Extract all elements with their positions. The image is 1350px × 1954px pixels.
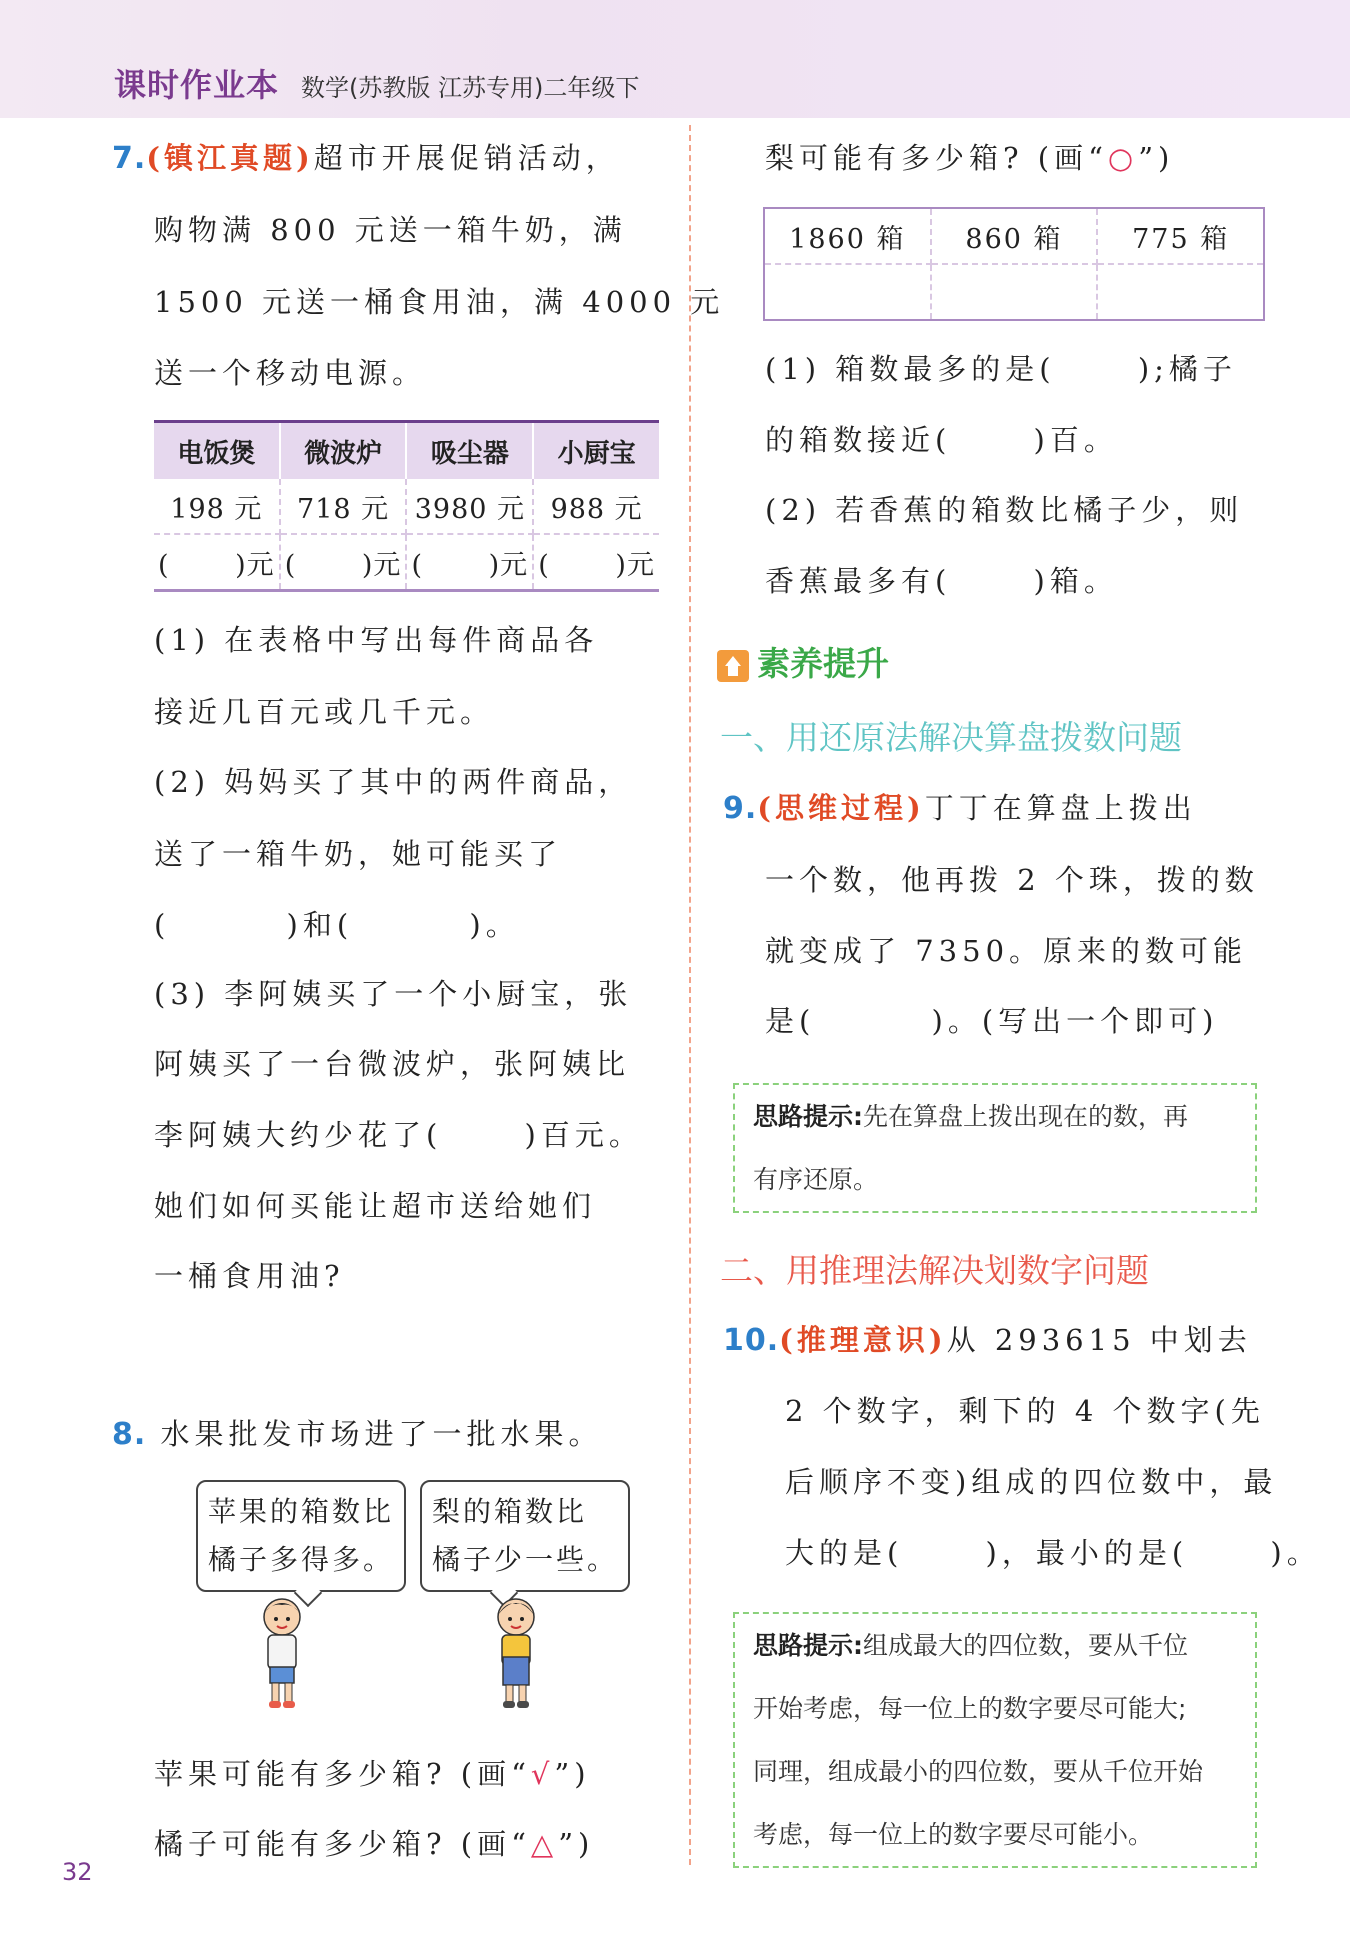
- q8-apple-line: [154, 1752, 591, 1793]
- q8-text: 水果批发市场进了一批水果。: [160, 1417, 603, 1451]
- price-cell: 988 元: [533, 479, 659, 534]
- hint-text: 先在算盘上拨出现在的数，再: [863, 1102, 1189, 1131]
- house-icon: [717, 650, 749, 682]
- q7-part2-line-1: 送了一箱牛奶，她可能买了: [154, 837, 563, 871]
- answer-blank-cell[interactable]: ( )元: [280, 534, 407, 591]
- q9-line-3[interactable]: 是( )。(写出一个即可): [765, 1004, 1219, 1038]
- price-cell: 198 元: [154, 479, 280, 534]
- mark-cell[interactable]: [1097, 264, 1264, 320]
- q10-text-0: 从 293615 中划去: [946, 1323, 1252, 1357]
- hint-text: 组成最大的四位数，要从千位: [863, 1631, 1189, 1660]
- speech-bubble-apple: [196, 1480, 406, 1592]
- table-row: [764, 208, 1264, 264]
- method-heading-2: 二、用推理法解决划数字问题: [720, 1251, 1149, 1290]
- pear-suffix: ”): [1138, 141, 1175, 175]
- hint-line: [753, 1085, 1237, 1148]
- q7-number: 7.: [112, 141, 147, 176]
- table-row: [764, 264, 1264, 320]
- q7-part2-line-0: (2) 妈妈买了其中的两件商品，: [154, 765, 633, 799]
- method-heading-1: 一、用还原法解决算盘拨数问题: [720, 718, 1182, 757]
- mark-cell[interactable]: [931, 264, 1098, 320]
- hint-line: 有序还原。: [753, 1165, 879, 1194]
- q7-part3-line-4: 一桶食用油?: [154, 1259, 345, 1293]
- table-header: 电饭煲: [154, 422, 280, 480]
- q7-part1-line-1: 接近几百元或几千元。: [154, 695, 495, 729]
- bubble-line: 梨的箱数比: [432, 1495, 588, 1528]
- page-number: 32: [62, 1858, 93, 1886]
- q9-number: 9.: [723, 791, 758, 826]
- q8-pear-line: [765, 136, 1174, 177]
- hint-line: [753, 1614, 1237, 1677]
- q7-price-table: [154, 420, 659, 592]
- boy-illustration-left: [252, 1595, 312, 1713]
- section-title: [717, 638, 889, 685]
- option-cell: 1860 箱: [764, 208, 931, 264]
- speech-bubble-pear: [420, 1480, 630, 1592]
- answer-blank-cell[interactable]: ( )元: [154, 534, 280, 591]
- boy-illustration-right: [486, 1595, 546, 1713]
- page-header: [114, 60, 639, 106]
- table-header: 吸尘器: [406, 422, 533, 480]
- q7-part3-line-2[interactable]: 李阿姨大约少花了( )百元。: [154, 1118, 643, 1152]
- q8-part2-line-1[interactable]: 香蕉最多有( )箱。: [765, 564, 1118, 598]
- hint-line: 同理，组成最小的四位数，要从千位开始: [753, 1757, 1204, 1786]
- table-header: 小厨宝: [533, 422, 659, 480]
- section-title-text: 素养提升: [757, 644, 889, 683]
- q7-part3-line-3: 她们如何买能让超市送给她们: [154, 1189, 597, 1223]
- q7-part3-line-0: (3) 李阿姨买了一个小厨宝，张: [154, 977, 633, 1011]
- q10-line-3[interactable]: 大的是( )，最小的是( )。: [785, 1536, 1321, 1570]
- q10-line-1: 2 个数字，剩下的 4 个数字(先: [785, 1394, 1265, 1428]
- orange-prompt: 橘子可能有多少箱? (画“: [154, 1827, 531, 1861]
- triangle-icon: △: [530, 1827, 559, 1861]
- q10-tag: (推理意识): [779, 1323, 947, 1357]
- series-title: 课时作业本: [114, 66, 280, 104]
- q8-line: [112, 1412, 603, 1453]
- bubble-line: 苹果的箱数比: [208, 1495, 395, 1528]
- q9-line-0: [723, 786, 1197, 827]
- q9-text-0: 丁丁在算盘上拨出: [924, 791, 1197, 825]
- q7-tag: (镇江真题): [146, 141, 314, 175]
- circle-icon: ○: [1107, 141, 1139, 175]
- q8-options-table: [763, 207, 1265, 321]
- price-cell: 718 元: [280, 479, 407, 534]
- q7-part3-line-1: 阿姨买了一台微波炉，张阿姨比: [154, 1047, 631, 1081]
- q9-hint-box: [733, 1083, 1257, 1213]
- column-divider: [689, 125, 691, 1865]
- answer-blank-cell[interactable]: ( )元: [533, 534, 659, 591]
- q9-line-1: 一个数，他再拨 2 个珠，拨的数: [765, 863, 1259, 897]
- hint-label: 思路提示:: [753, 1631, 863, 1660]
- bubble-line: 橘子少一些。: [432, 1543, 619, 1576]
- mark-cell[interactable]: [764, 264, 931, 320]
- orange-suffix: ”): [558, 1827, 595, 1861]
- q7-part2-line-2[interactable]: ( )和( )。: [154, 908, 520, 942]
- q7-text-0: 超市开展促销活动，: [313, 141, 620, 175]
- q9-tag: (思维过程): [757, 791, 925, 825]
- pear-prompt: 梨可能有多少箱? (画“: [765, 141, 1108, 175]
- q8-part1-line-1[interactable]: 的箱数接近( )百。: [765, 423, 1118, 457]
- table-row: [154, 422, 659, 480]
- apple-suffix: ”): [554, 1757, 591, 1791]
- q9-line-2: 就变成了 7350。原来的数可能: [765, 934, 1248, 968]
- q10-number: 10.: [723, 1323, 780, 1358]
- q8-part2-line-0: (2) 若香蕉的箱数比橘子少，则: [765, 493, 1244, 527]
- q7-line-0: [112, 136, 620, 177]
- check-icon: √: [530, 1757, 555, 1791]
- price-cell: 3980 元: [406, 479, 533, 534]
- q7-line-3: 送一个移动电源。: [154, 356, 427, 390]
- subject-title: 数学(苏教版 江苏专用)二年级下: [301, 74, 640, 102]
- apple-prompt: 苹果可能有多少箱? (画“: [154, 1757, 531, 1791]
- answer-blank-cell[interactable]: ( )元: [406, 534, 533, 591]
- hint-line: 开始考虑，每一位上的数字要尽可能大;: [753, 1694, 1187, 1723]
- q8-part1-line-0[interactable]: (1) 箱数最多的是( );橘子: [765, 352, 1237, 386]
- q8-number: 8.: [112, 1417, 147, 1452]
- q10-line-2: 后顺序不变)组成的四位数中，最: [785, 1465, 1278, 1499]
- q10-line-0: [723, 1318, 1252, 1359]
- q7-line-1: 购物满 800 元送一箱牛奶，满: [154, 213, 627, 247]
- option-cell: 860 箱: [931, 208, 1098, 264]
- table-row: [154, 534, 659, 591]
- hint-label: 思路提示:: [753, 1102, 863, 1131]
- q7-line-2: 1500 元送一桶食用油，满 4000 元: [154, 285, 725, 319]
- bubble-line: 橘子多得多。: [208, 1543, 395, 1576]
- q10-hint-box: [733, 1612, 1257, 1868]
- hint-line: 考虑，每一位上的数字要尽可能小。: [753, 1820, 1154, 1849]
- q8-orange-line: [154, 1822, 594, 1863]
- table-row: [154, 479, 659, 534]
- q7-part1-line-0: (1) 在表格中写出每件商品各: [154, 623, 599, 657]
- table-header: 微波炉: [280, 422, 407, 480]
- option-cell: 775 箱: [1097, 208, 1264, 264]
